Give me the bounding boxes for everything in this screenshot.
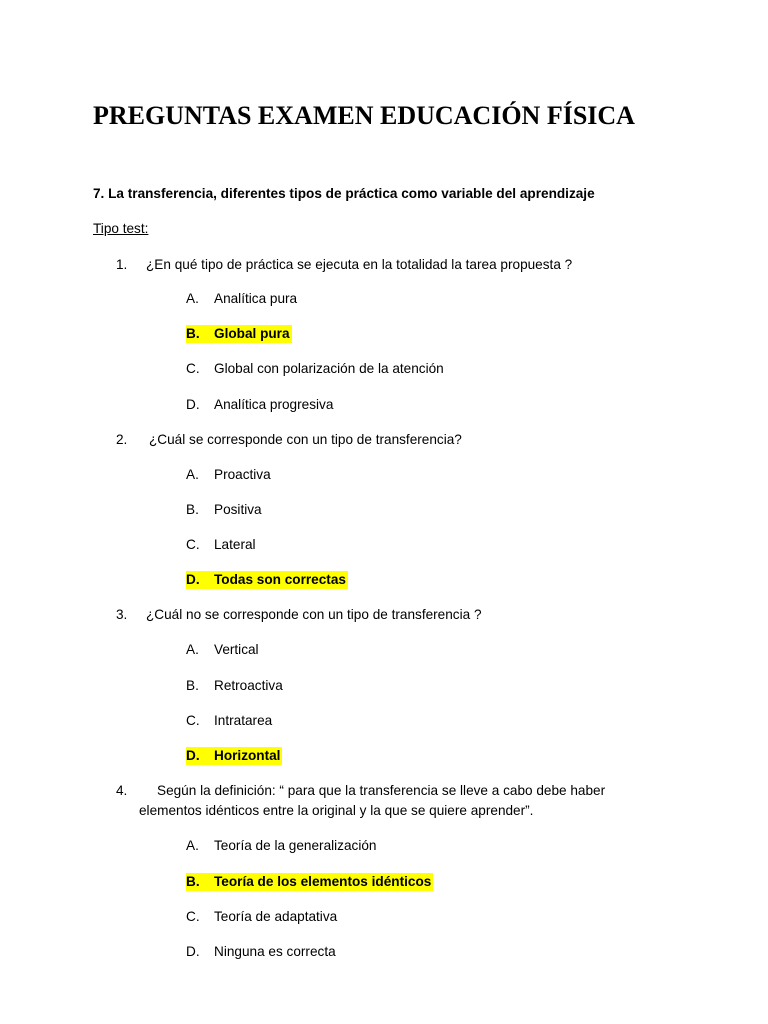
question-text: ¿En qué tipo de práctica se ejecuta en la totalidad la tarea propuesta ? — [146, 257, 573, 272]
option-letter: D. — [186, 944, 200, 959]
option-text: Analítica pura — [214, 291, 298, 306]
option-letter: A. — [186, 838, 199, 853]
option-text: Lateral — [214, 537, 256, 552]
option-b-correct — [186, 873, 433, 891]
option-a — [186, 641, 259, 659]
option-d-correct — [186, 747, 282, 765]
question-text-line2: elementos idénticos entre la original y la que se quiere aprender”. — [139, 803, 534, 818]
option-letter: C. — [186, 909, 200, 924]
question-text: ¿Cuál se corresponde con un tipo de transferencia? — [149, 432, 462, 447]
option-letter: B. — [186, 502, 199, 517]
question-number: 4. — [116, 783, 128, 798]
option-text: Proactiva — [214, 467, 271, 482]
option-a — [186, 837, 376, 855]
option-c — [186, 360, 444, 378]
option-text: Intratarea — [214, 713, 273, 728]
option-text: Todas son correctas — [214, 572, 346, 587]
option-d — [186, 943, 336, 961]
option-b-correct — [186, 325, 292, 343]
option-letter: A. — [186, 467, 199, 482]
option-letter: D. — [186, 572, 200, 587]
option-b — [186, 501, 262, 519]
option-text: Teoría de la generalización — [214, 838, 377, 853]
section-heading: 7. La transferencia, diferentes tipos de práctica como variable del aprendizaje — [93, 186, 595, 201]
option-d-correct — [186, 571, 348, 589]
option-text: Global pura — [214, 326, 290, 341]
option-text: Ninguna es correcta — [214, 944, 336, 959]
option-letter: C. — [186, 537, 200, 552]
option-letter: B. — [186, 678, 199, 693]
option-letter: B. — [186, 326, 200, 341]
option-a — [186, 290, 297, 308]
option-text: Analítica progresiva — [214, 397, 334, 412]
option-d — [186, 396, 333, 414]
option-text: Retroactiva — [214, 678, 283, 693]
option-c — [186, 712, 272, 730]
option-text: Teoría de los elementos idénticos — [214, 874, 432, 889]
question-text: Según la definición: “ para que la transferencia se lleve a cabo debe haber — [157, 783, 606, 798]
question-number: 3. — [116, 607, 128, 622]
option-letter: B. — [186, 874, 200, 889]
option-letter: C. — [186, 713, 200, 728]
option-letter: A. — [186, 642, 199, 657]
question-number: 2. — [116, 432, 128, 447]
test-type-label: Tipo test: — [93, 221, 149, 236]
option-text: Teoría de adaptativa — [214, 909, 338, 924]
option-c — [186, 908, 337, 926]
option-letter: C. — [186, 361, 200, 376]
option-text: Vertical — [214, 642, 259, 657]
option-letter: D. — [186, 397, 200, 412]
option-text: Global con polarización de la atención — [214, 361, 444, 376]
option-b — [186, 677, 283, 695]
option-text: Horizontal — [214, 748, 281, 763]
page-title: PREGUNTAS EXAMEN EDUCACIÓN FÍSICA — [93, 101, 635, 130]
option-letter: D. — [186, 748, 200, 763]
question-text: ¿Cuál no se corresponde con un tipo de transferencia ? — [146, 607, 482, 622]
option-letter: A. — [186, 291, 199, 306]
question-number: 1. — [116, 257, 128, 272]
option-a — [186, 466, 271, 484]
option-text: Positiva — [214, 502, 262, 517]
option-c — [186, 536, 256, 554]
